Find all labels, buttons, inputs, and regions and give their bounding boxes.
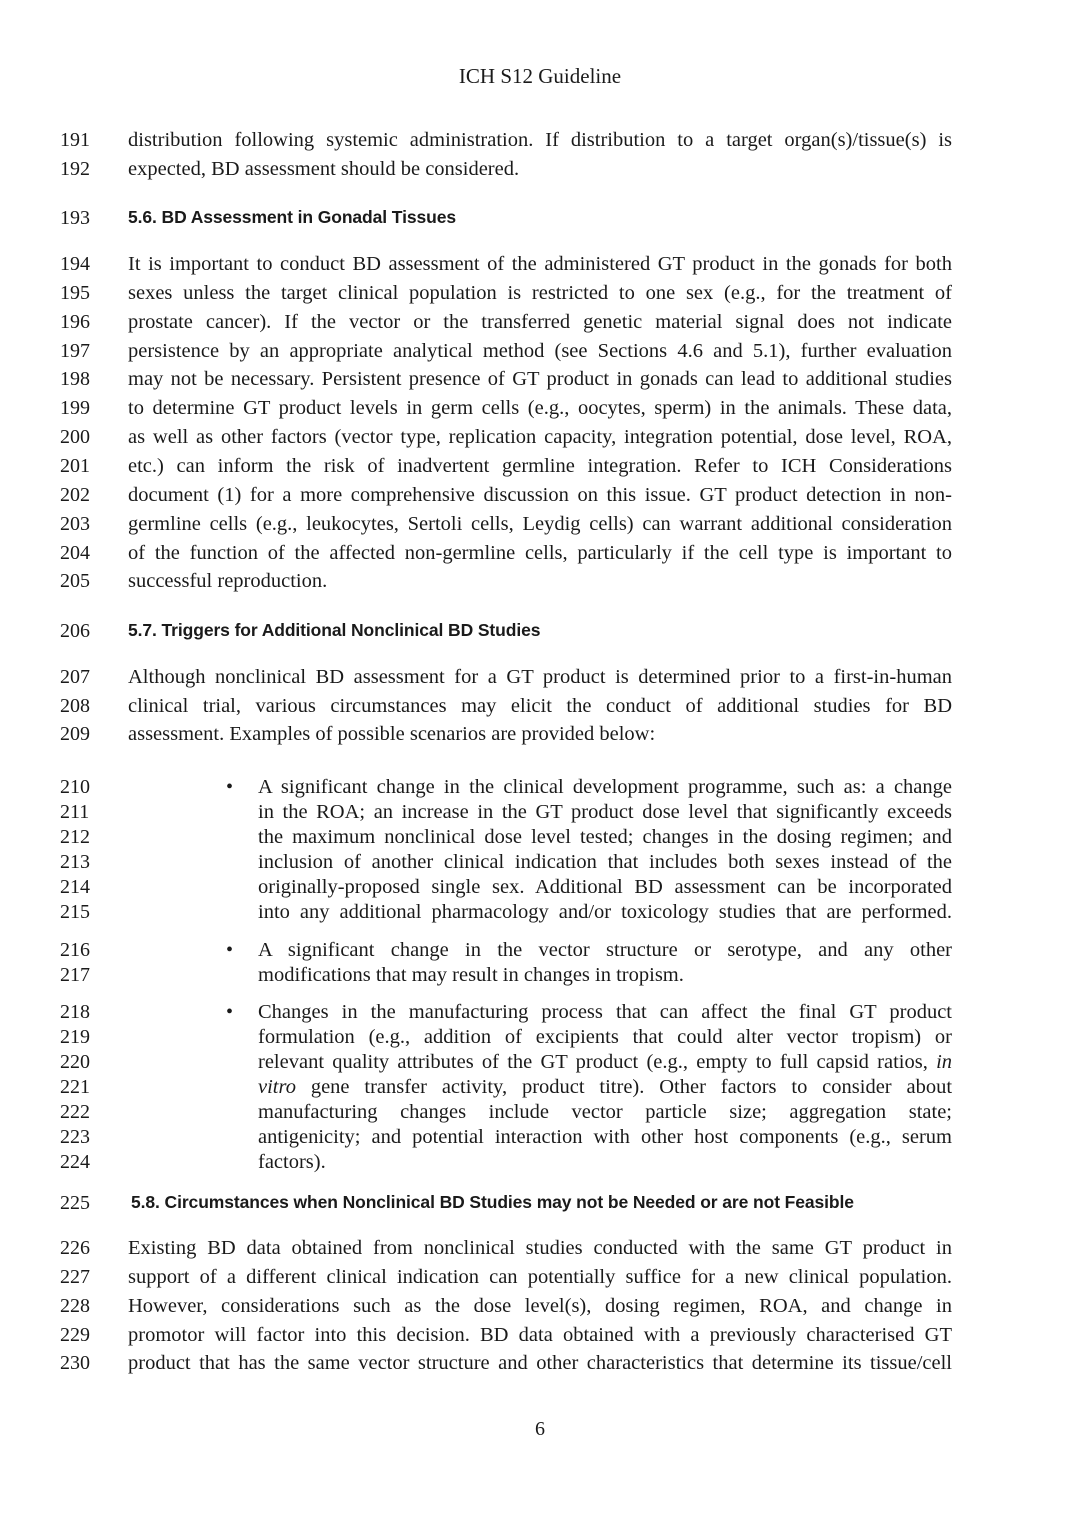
line-207	[0, 666, 1080, 695]
bullet-icon: •	[226, 1001, 234, 1023]
body-text: may not be necessary. Persistent presence of GT product in gonads can lead to additional studies	[128, 368, 952, 390]
line-202	[0, 484, 1080, 513]
body-text: promotor will factor into this decision. BD data obtained with a previously characterised GT	[128, 1324, 952, 1346]
line-209	[0, 723, 1080, 752]
bullet-text: inclusion of another clinical indication that includes both sexes instead of the	[258, 851, 952, 873]
line-230	[0, 1352, 1080, 1381]
line-number: 195	[60, 282, 90, 304]
line-number: 228	[60, 1295, 90, 1317]
body-text: to determine GT product levels in germ cells (e.g., oocytes, sperm) in the animals. These data,	[128, 397, 952, 419]
line-197	[0, 340, 1080, 369]
body-text: successful reproduction.	[128, 570, 328, 592]
bullet-text: antigenicity; and potential interaction with other host components (e.g., serum	[258, 1126, 952, 1148]
line-number: 202	[60, 484, 90, 506]
line-206	[0, 620, 1080, 649]
page-number: 6	[535, 1418, 545, 1440]
body-text: Although nonclinical BD assessment for a GT product is determined prior to a first-in-human	[128, 666, 952, 688]
bullet-text	[258, 1051, 952, 1074]
body-text: assessment. Examples of possible scenarios are provided below:	[128, 723, 656, 745]
line-number: 204	[60, 542, 90, 564]
text-run: relevant quality attributes of the GT product (e.g., empty to full capsid ratios,	[258, 1051, 928, 1073]
body-text: distribution following systemic administration. If distribution to a target organ(s)/tissue(s) is	[128, 129, 952, 151]
line-number: 208	[60, 695, 90, 717]
line-201	[0, 455, 1080, 484]
line-228	[0, 1295, 1080, 1324]
line-number: 212	[60, 826, 90, 848]
line-226	[0, 1237, 1080, 1266]
line-number: 213	[60, 851, 90, 873]
line-number: 192	[60, 158, 90, 180]
line-number: 224	[60, 1151, 90, 1173]
line-number: 191	[60, 129, 90, 151]
body-text: persistence by an appropriate analytical method (see Sections 4.6 and 5.1), further evaluation	[128, 340, 952, 362]
line-193	[0, 207, 1080, 236]
section-heading-5-6: 5.6. BD Assessment in Gonadal Tissues	[128, 207, 456, 227]
bullet-text: in the ROA; an increase in the GT product dose level that significantly exceeds	[258, 801, 952, 823]
body-text: However, considerations such as the dose level(s), dosing regimen, ROA, and change in	[128, 1295, 952, 1317]
body-text: germline cells (e.g., leukocytes, Sertoli cells, Leydig cells) can warrant additional consideration	[128, 513, 952, 535]
line-number: 218	[60, 1001, 90, 1023]
bullet-text: manufacturing changes include vector particle size; aggregation state;	[258, 1101, 952, 1123]
bullet-text: formulation (e.g., addition of excipients that could alter vector tropism) or	[258, 1026, 952, 1048]
italic-run: in	[936, 1051, 953, 1073]
text-run: gene transfer activity, product titre). Other factors to consider about	[310, 1076, 953, 1098]
line-number: 205	[60, 570, 90, 592]
line-number: 200	[60, 426, 90, 448]
line-number: 211	[60, 801, 90, 823]
line-204	[0, 542, 1080, 571]
line-number: 193	[60, 207, 90, 229]
line-number: 217	[60, 964, 90, 986]
line-number: 222	[60, 1101, 90, 1123]
line-number: 230	[60, 1352, 90, 1374]
line-225	[0, 1192, 1080, 1221]
bullet-text: originally-proposed single sex. Additional BD assessment can be incorporated	[258, 876, 952, 898]
body-text: product that has the same vector structure and other characteristics that determine its tissue/cell	[128, 1352, 952, 1374]
line-number: 223	[60, 1126, 90, 1148]
line-number: 221	[60, 1076, 90, 1098]
line-number: 210	[60, 776, 90, 798]
line-200	[0, 426, 1080, 455]
line-number: 197	[60, 340, 90, 362]
line-194	[0, 253, 1080, 282]
bullet-text: the maximum nonclinical dose level tested; changes in the dosing regimen; and	[258, 826, 952, 848]
line-number: 207	[60, 666, 90, 688]
body-text: document (1) for a more comprehensive discussion on this issue. GT product detection in non-	[128, 484, 952, 506]
line-number: 199	[60, 397, 90, 419]
body-text: It is important to conduct BD assessment of the administered GT product in the gonads for both	[128, 253, 952, 275]
line-191	[0, 129, 1080, 158]
bullet-icon: •	[226, 776, 234, 798]
line-215	[0, 901, 1080, 930]
line-203	[0, 513, 1080, 542]
line-208	[0, 695, 1080, 724]
line-224	[0, 1151, 1080, 1180]
section-heading-5-8: 5.8. Circumstances when Nonclinical BD Studies may not be Needed or are not Feasible	[131, 1192, 854, 1212]
bullet-text: into any additional pharmacology and/or toxicology studies that are performed.	[258, 901, 952, 923]
line-217	[0, 964, 1080, 993]
page-header: ICH S12 Guideline	[458, 64, 622, 88]
body-text: support of a different clinical indication can potentially suffice for a new clinical population.	[128, 1266, 952, 1288]
line-number: 209	[60, 723, 90, 745]
body-text: of the function of the affected non-germline cells, particularly if the cell type is important to	[128, 542, 952, 564]
body-text: etc.) can inform the risk of inadvertent germline integration. Refer to ICH Considerations	[128, 455, 952, 477]
body-text: sexes unless the target clinical population is restricted to one sex (e.g., for the treatment of	[128, 282, 952, 304]
line-227	[0, 1266, 1080, 1295]
bullet-text: Changes in the manufacturing process that can affect the final GT product	[258, 1001, 952, 1023]
line-number: 198	[60, 368, 90, 390]
line-199	[0, 397, 1080, 426]
line-number: 219	[60, 1026, 90, 1048]
line-229	[0, 1324, 1080, 1353]
body-text: as well as other factors (vector type, replication capacity, integration potential, dose level, ROA,	[128, 426, 952, 448]
bullet-text: factors).	[258, 1151, 326, 1173]
bullet-text: A significant change in the clinical development programme, such as: a change	[258, 776, 952, 798]
section-heading-5-7: 5.7. Triggers for Additional Nonclinical BD Studies	[128, 620, 541, 640]
line-number: 216	[60, 939, 90, 961]
line-number: 214	[60, 876, 90, 898]
line-number: 206	[60, 620, 90, 642]
line-192	[0, 158, 1080, 187]
line-number: 201	[60, 455, 90, 477]
line-number: 225	[60, 1192, 90, 1214]
bullet-text	[258, 1076, 952, 1099]
line-195	[0, 282, 1080, 311]
line-196	[0, 311, 1080, 340]
line-198	[0, 368, 1080, 397]
body-text: clinical trial, various circumstances may elicit the conduct of additional studies for BD	[128, 695, 952, 717]
italic-run: vitro	[258, 1076, 296, 1098]
body-text: expected, BD assessment should be considered.	[128, 158, 520, 180]
bullet-text: modifications that may result in changes in tropism.	[258, 964, 684, 986]
line-number: 194	[60, 253, 90, 275]
line-number: 227	[60, 1266, 90, 1288]
body-text: prostate cancer). If the vector or the transferred genetic material signal does not indicate	[128, 311, 952, 333]
line-number: 226	[60, 1237, 90, 1259]
line-number: 229	[60, 1324, 90, 1346]
line-number: 220	[60, 1051, 90, 1073]
bullet-icon: •	[226, 939, 234, 961]
bullet-text: A significant change in the vector structure or serotype, and any other	[258, 939, 952, 961]
line-205	[0, 570, 1080, 599]
line-number: 196	[60, 311, 90, 333]
line-number: 215	[60, 901, 90, 923]
line-number: 203	[60, 513, 90, 535]
body-text: Existing BD data obtained from nonclinical studies conducted with the same GT product in	[128, 1237, 952, 1259]
